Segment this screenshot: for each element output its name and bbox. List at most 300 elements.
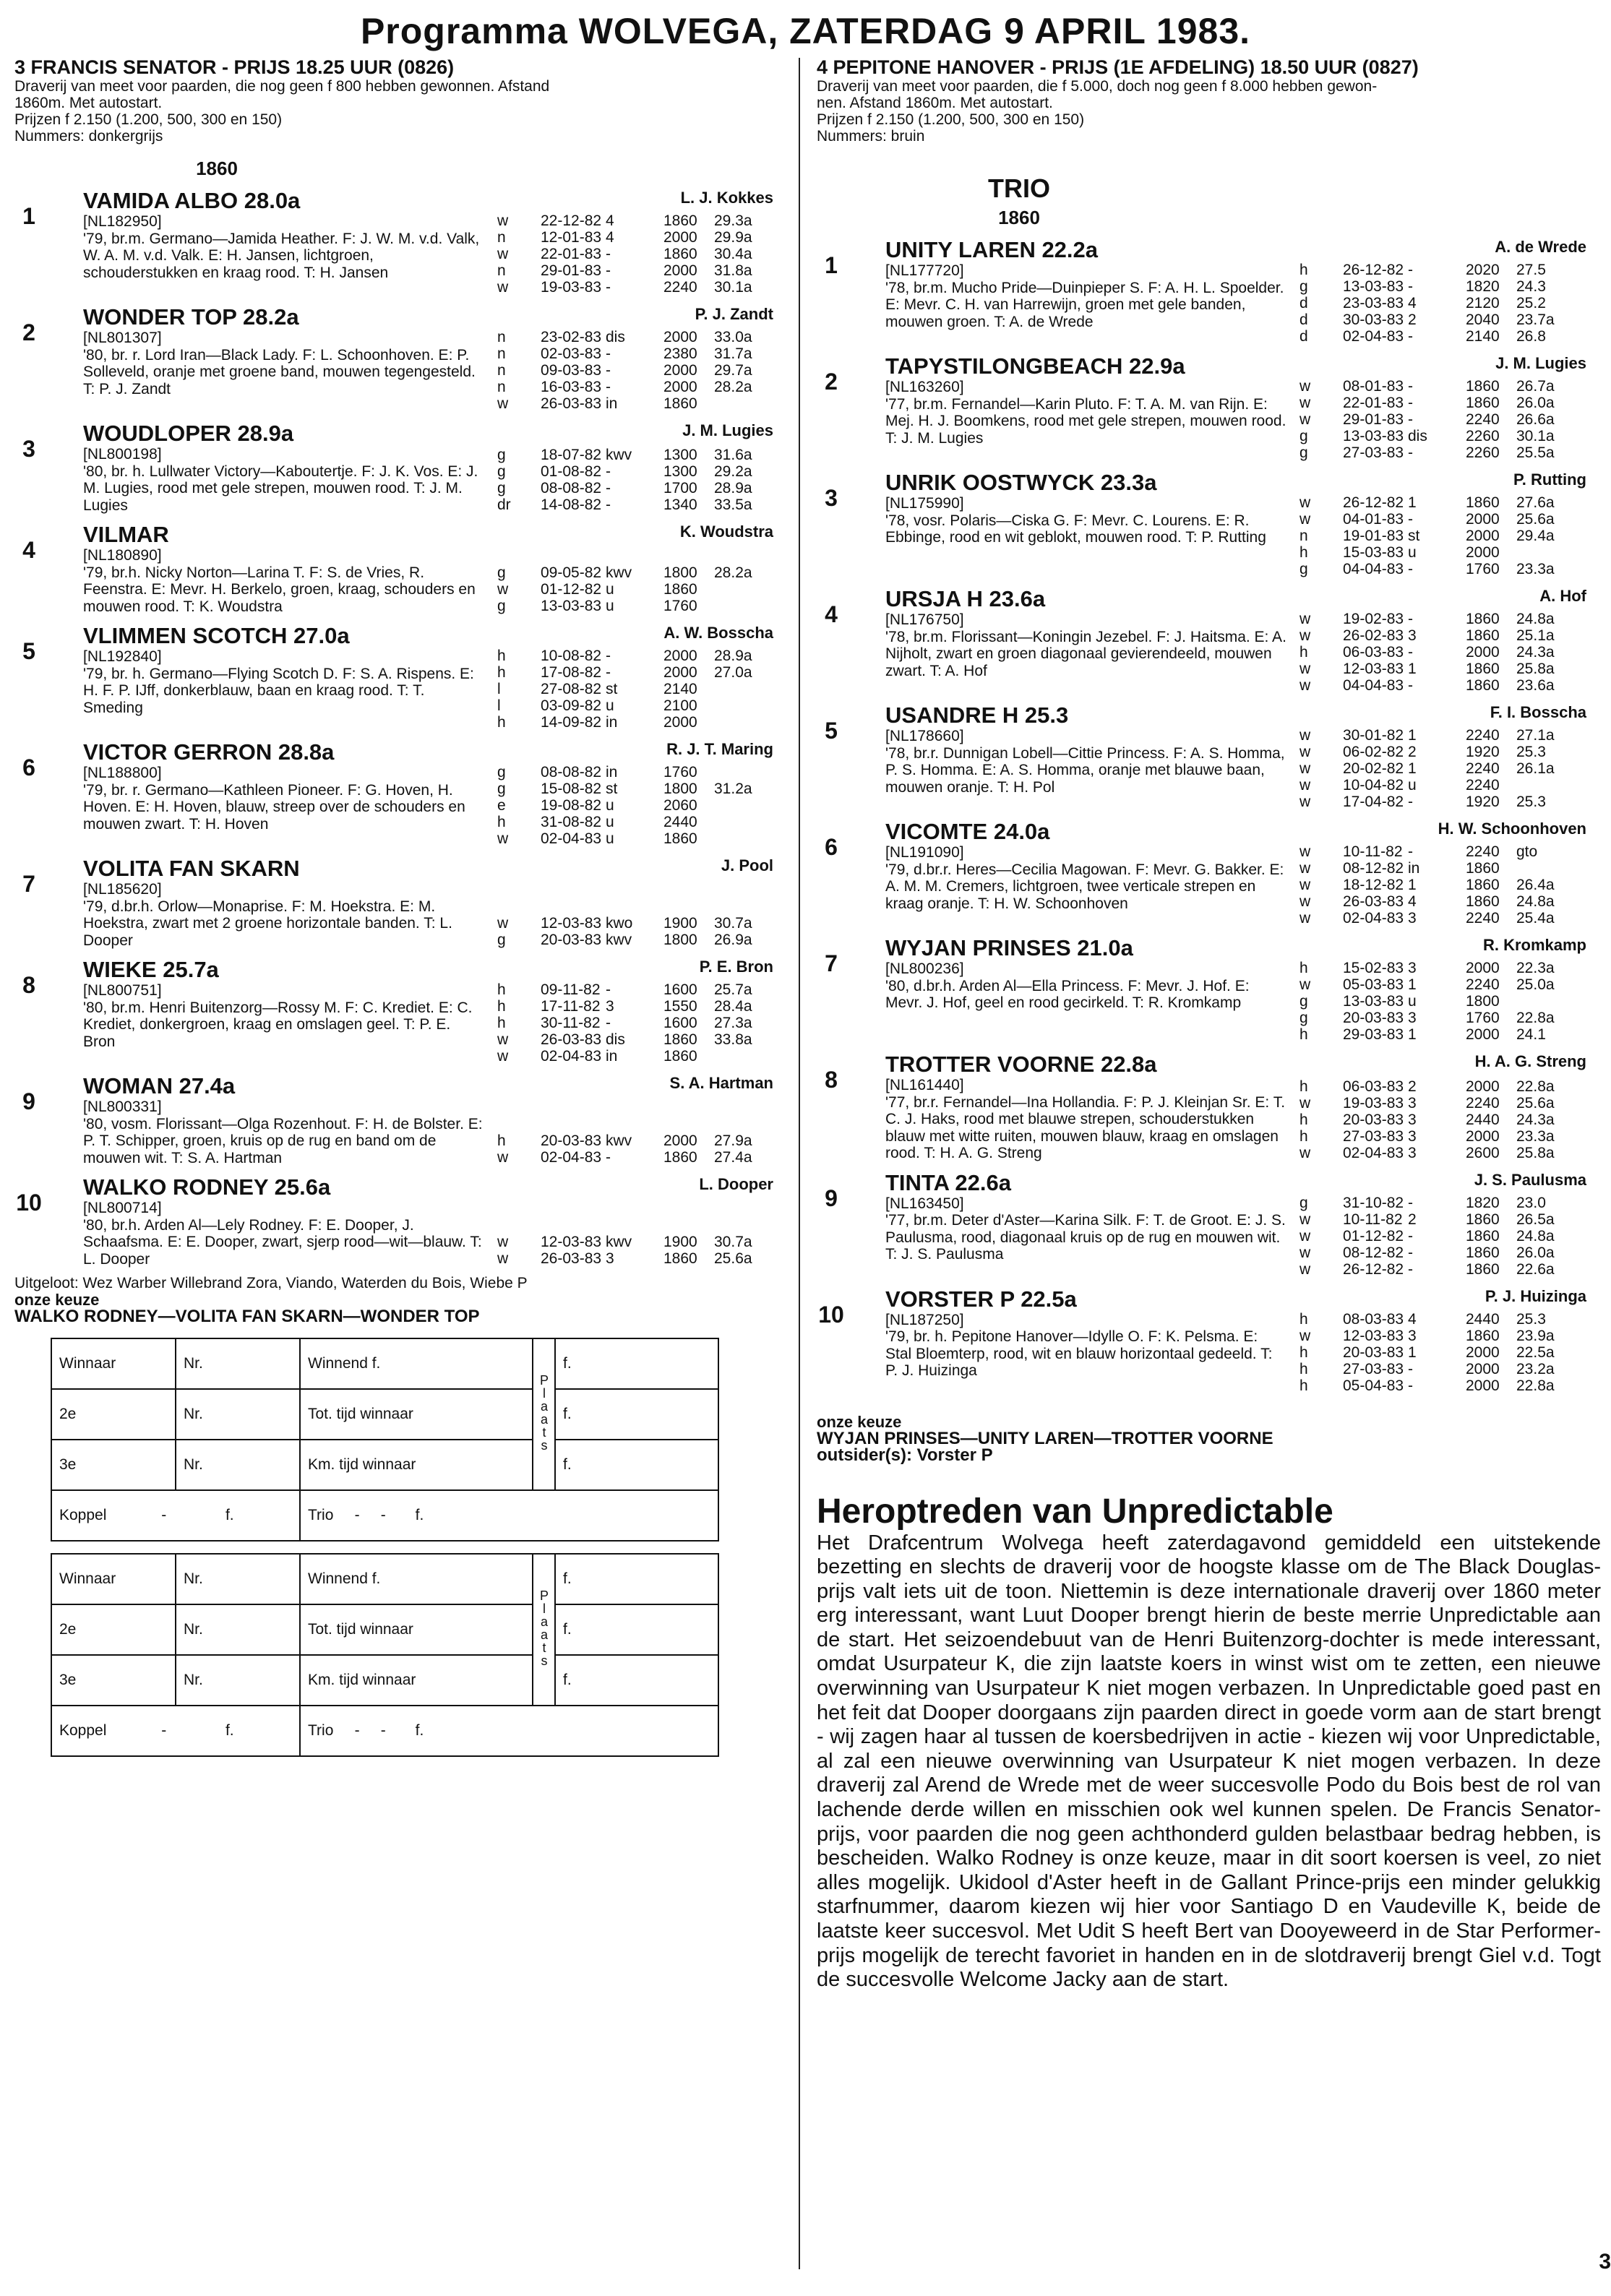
result-cell: 1: [1408, 976, 1417, 993]
result-cell: 08-03-83: [1343, 1310, 1404, 1328]
result-cell: w: [1299, 1094, 1311, 1112]
result-cell: 18-12-82: [1343, 877, 1404, 893]
result-cell: 06-02-82: [1343, 744, 1404, 760]
result-cell: 19-01-83: [1343, 528, 1404, 544]
result-cell: 28.2a: [714, 379, 752, 395]
entry-body: [83, 547, 788, 615]
result-cell: u: [606, 797, 614, 814]
horse-info: [885, 611, 1286, 695]
result-cell: 23.7a: [1516, 311, 1555, 328]
result-cell: 29-03-83: [1343, 1026, 1404, 1043]
result-cell: 27.9a: [714, 1132, 752, 1149]
form-label: f.: [563, 1406, 572, 1422]
result-row: [497, 665, 772, 682]
result-cell: u: [606, 581, 614, 598]
registration: [NL191090]: [885, 844, 964, 861]
result-cell: 2060: [663, 797, 697, 814]
recent-results: [1299, 844, 1574, 927]
result-cell: 1800: [1466, 993, 1500, 1010]
result-cell: 2: [1408, 311, 1417, 328]
result-cell: w: [1299, 1260, 1311, 1278]
recent-results: [1299, 611, 1574, 695]
pedigree-text: '77, br.m. Fernandel—Karin Pluto. F: T. A. M. van Rijn. E: Mej. H. J. Boomkens, rood met gele strepen, mouwen rood. T: J. M. Lugies: [885, 395, 1286, 447]
entry-number: 4: [22, 537, 35, 563]
result-cell: 23.0: [1516, 1194, 1546, 1211]
horse-name: WOUDLOPER 28.9a: [83, 421, 294, 446]
result-cell: 2120: [1466, 295, 1500, 311]
result-cell: 20-03-83: [541, 1132, 602, 1149]
horse-entry: [817, 587, 1601, 695]
result-cell: [714, 798, 772, 814]
result-cell: 25.8a: [1516, 1144, 1555, 1161]
result-cell: 1800: [663, 932, 697, 948]
horse-name: USANDRE H 25.3: [885, 702, 1069, 728]
horse-info: [885, 1077, 1286, 1162]
result-cell: 1340: [663, 496, 697, 513]
result-cell: 1: [1408, 494, 1417, 511]
driver-name: P. J. Huizinga: [1485, 1286, 1586, 1305]
result-row: [497, 330, 772, 346]
result-row: [1299, 395, 1574, 412]
result-cell: 01-08-82: [541, 463, 602, 480]
result-cell: 24.1: [1516, 1026, 1546, 1043]
result-cell: 2000: [663, 648, 697, 664]
result-cell: 1920: [1466, 744, 1500, 760]
result-row: [1299, 1027, 1574, 1044]
result-cell: gto: [1516, 843, 1538, 860]
result-cell: -: [1408, 411, 1413, 428]
registration: [NL161440]: [885, 1077, 964, 1093]
result-cell: h: [1299, 644, 1308, 661]
result-cell: 1300: [663, 463, 697, 480]
result-cell: -: [1408, 677, 1413, 694]
result-row: [1299, 429, 1574, 445]
result-cell: 2000: [1466, 528, 1500, 544]
keuze-picks: WALKO RODNEY—VOLITA FAN SKARN—WONDER TOP: [14, 1307, 480, 1326]
left-column: [14, 56, 788, 1757]
desc-line: Draverij van meet voor paarden, die f 5.000, doch nog geen f 8.000 hebben gewon-: [817, 78, 1378, 95]
result-cell: 14-08-82: [541, 496, 602, 513]
horse-info: [885, 960, 1286, 1044]
result-cell: w: [497, 212, 509, 229]
result-cell: 12-03-83: [541, 915, 602, 932]
result-cell: 2140: [1466, 328, 1500, 345]
result-cell: 3: [1408, 910, 1417, 926]
result-cell: 1860: [1466, 860, 1500, 877]
horse-name: VLIMMEN SCOTCH 27.0a: [83, 623, 350, 648]
result-cell: 1800: [663, 564, 697, 581]
result-row: [1299, 794, 1574, 811]
result-cell: 24.3a: [1516, 1111, 1555, 1128]
result-cell: 2240: [663, 279, 697, 296]
registration: [NL800236]: [885, 960, 964, 977]
result-cell: g: [1299, 428, 1308, 444]
result-cell: h: [1299, 1127, 1308, 1145]
horse-entry: [14, 189, 788, 296]
result-row: [1299, 1096, 1574, 1112]
result-cell: l: [497, 697, 501, 714]
horse-info: [885, 379, 1286, 462]
result-cell: g: [1299, 1010, 1308, 1026]
result-cell: 29.9a: [714, 229, 752, 246]
result-cell: h: [1299, 1078, 1308, 1095]
result-row: [1299, 379, 1574, 395]
result-cell: 2240: [1466, 777, 1500, 794]
entry-number: 1: [22, 203, 35, 229]
result-cell: 24.8a: [1516, 893, 1555, 910]
result-cell: 29.3a: [714, 212, 752, 229]
result-cell: 1860: [1466, 378, 1500, 395]
result-row: [1299, 296, 1574, 312]
result-cell: w: [1299, 1327, 1311, 1344]
result-cell: h: [1299, 544, 1308, 561]
entry-body: [885, 960, 1601, 1044]
result-cell: [1516, 545, 1574, 562]
result-cell: 1: [1408, 877, 1417, 893]
result-cell: 29-01-83: [541, 262, 602, 279]
result-cell: 28.9a: [714, 648, 752, 664]
horse-entry: [817, 936, 1601, 1044]
result-cell: 25.3: [1516, 794, 1546, 810]
result-cell: 1760: [663, 598, 697, 614]
result-cell: 26-03-83: [541, 395, 602, 412]
result-cell: w: [1299, 627, 1311, 644]
form-label: Km. tijd winnaar: [308, 1456, 416, 1473]
result-row: [497, 982, 772, 999]
result-cell: 23.2a: [1516, 1360, 1555, 1377]
result-cell: 26-12-82: [1343, 494, 1404, 511]
result-cell: 31-08-82: [541, 814, 602, 830]
result-cell: 1860: [663, 1149, 697, 1166]
form-label: Nr.: [184, 1456, 203, 1473]
result-cell: -: [1408, 794, 1413, 810]
form-label: -: [354, 1722, 360, 1739]
horse-name: VILMAR: [83, 522, 169, 547]
result-cell: -: [606, 246, 611, 262]
result-cell: kwo: [606, 915, 633, 932]
result-cell: dis: [606, 1031, 625, 1048]
result-cell: 27.6a: [1516, 494, 1555, 511]
entry-body: [83, 213, 788, 296]
race-4-title: 4 PEPITONE HANOVER - PRIJS (1E AFDELING) 18.50 UUR (0827): [817, 56, 1419, 78]
result-cell: 1: [1408, 1343, 1417, 1361]
result-cell: dis: [606, 329, 625, 345]
result-cell: 2000: [663, 329, 697, 345]
result-cell: 33.8a: [714, 1031, 752, 1048]
result-cell: 25.6a: [1516, 511, 1555, 528]
result-cell: 22.8a: [1516, 1078, 1555, 1095]
horse-info: [83, 330, 484, 413]
result-row: [1299, 1362, 1574, 1378]
result-cell: 2000: [663, 262, 697, 279]
result-cell: 2000: [1466, 1360, 1500, 1377]
result-cell: 1860: [663, 1031, 697, 1048]
result-cell: 12-03-83: [1343, 1327, 1404, 1344]
desc-line: nen. Afstand 1860m. Met autostart.: [817, 95, 1053, 111]
result-row: [497, 648, 772, 665]
result-cell: u: [606, 697, 614, 714]
result-cell: 1860: [1466, 893, 1500, 910]
result-cell: 17-08-82: [541, 664, 602, 681]
result-cell: w: [497, 581, 509, 598]
result-cell: n: [497, 229, 506, 246]
result-cell: 2000: [1466, 1078, 1500, 1095]
desc-line: 1860m. Met autostart.: [14, 95, 163, 111]
result-cell: 22.8a: [1516, 1010, 1555, 1026]
horse-info: [885, 1312, 1286, 1395]
result-cell: 02-04-83: [1343, 328, 1404, 345]
result-cell: w: [1299, 777, 1311, 794]
driver-name: H. W. Schoonhoven: [1438, 820, 1586, 838]
result-cell: -: [1408, 328, 1413, 345]
result-cell: w: [1299, 378, 1311, 395]
outsider-line: outsider(s): Vorster P: [817, 1445, 993, 1465]
result-cell: 33.5a: [714, 496, 752, 513]
result-cell: 1860: [1466, 877, 1500, 893]
driver-name: J. S. Paulusma: [1474, 1170, 1586, 1189]
result-cell: w: [1299, 677, 1311, 694]
bet-form[interactable]: [51, 1553, 719, 1757]
result-row: [1299, 1212, 1574, 1229]
result-row: [1299, 611, 1574, 628]
result-cell: 1860: [1466, 1327, 1500, 1344]
result-cell: 1860: [663, 246, 697, 262]
result-cell: l: [497, 681, 501, 697]
result-row: [497, 481, 772, 497]
result-row: [497, 1133, 772, 1150]
result-cell: -: [1408, 1377, 1413, 1394]
result-cell: h: [497, 814, 506, 830]
result-cell: 2260: [1466, 428, 1500, 444]
result-cell: g: [1299, 561, 1308, 577]
result-cell: 08-12-82: [1343, 1244, 1404, 1261]
result-cell: 4: [1408, 1310, 1417, 1328]
result-cell: -: [606, 1149, 611, 1166]
result-cell: 1920: [1466, 794, 1500, 810]
result-row: [1299, 1245, 1574, 1262]
result-cell: g: [497, 463, 506, 480]
result-cell: w: [1299, 1244, 1311, 1261]
result-cell: 22.5a: [1516, 1343, 1555, 1361]
result-cell: 1550: [663, 998, 697, 1015]
pedigree-text: '78, br.m. Mucho Pride—Duinpieper S. F: A. H. L. Spoelder. E: Mevr. C. H. van Harrewijn, groen met gele banden, mouwen groen. T: A. de Wrede: [885, 279, 1284, 330]
result-row: [497, 781, 772, 798]
result-row: [1299, 977, 1574, 994]
result-cell: h: [1299, 1343, 1308, 1361]
registration: [NL177720]: [885, 262, 964, 279]
form-label: Koppel: [59, 1722, 107, 1739]
result-row: [497, 1251, 772, 1268]
result-row: [497, 932, 772, 949]
pedigree-text: '80, br. r. Lord Iran—Black Lady. F: L. Schoonhoven. E: P. Solleveld, oranje met groene band, mouwen tegengesteld. T: P. J. Zandt: [83, 346, 476, 397]
driver-name: R. J. T. Maring: [666, 740, 773, 758]
registration: [NL800751]: [83, 982, 162, 999]
entry-number: 7: [825, 950, 838, 976]
result-cell: 1860: [663, 395, 697, 412]
result-cell: 15-02-83: [1343, 960, 1404, 976]
result-cell: 19-08-82: [541, 797, 602, 814]
result-cell: 02-04-83: [1343, 910, 1404, 926]
result-cell: 23-03-83: [1343, 295, 1404, 311]
horse-name: UNITY LAREN 22.2a: [885, 237, 1099, 262]
result-row: [497, 464, 772, 481]
result-cell: 30.7a: [714, 1234, 752, 1250]
result-cell: 2000: [663, 229, 697, 246]
recent-results: [497, 1133, 772, 1166]
result-cell: -: [606, 981, 611, 998]
result-cell: 2000: [1466, 1343, 1500, 1361]
result-cell: 2240: [1466, 976, 1500, 993]
result-cell: h: [1299, 1360, 1308, 1377]
result-cell: 2240: [1466, 760, 1500, 777]
desc-line: Prijzen f 2.150 (1.200, 500, 300 en 150): [14, 111, 283, 128]
result-cell: 1: [1408, 760, 1417, 777]
form-label: Nr.: [184, 1672, 203, 1688]
result-cell: in: [606, 714, 618, 731]
page-number: 3: [1599, 2250, 1611, 2274]
result-row: [1299, 445, 1574, 462]
result-cell: 22-01-83: [541, 246, 602, 262]
horse-name: WIEKE 25.7a: [83, 957, 219, 982]
horse-info: [83, 982, 484, 1065]
entry-number: 7: [22, 871, 35, 897]
entry-list: [14, 189, 788, 1268]
result-cell: -: [1408, 444, 1413, 461]
result-cell: 02-04-83: [541, 830, 602, 847]
result-cell: 19-02-83: [1343, 611, 1404, 627]
result-cell: 24.8a: [1516, 1227, 1555, 1244]
result-row: [1299, 661, 1574, 678]
result-cell: -: [1408, 843, 1413, 860]
result-cell: 27.3a: [714, 1015, 752, 1031]
result-cell: 26.4a: [1516, 877, 1555, 893]
result-cell: 2600: [1466, 1144, 1500, 1161]
result-cell: -: [1408, 278, 1413, 295]
pedigree-text: '80, vosm. Florissant—Olga Rozenhout. F: H. de Bolster. E: P. T. Schipper, groen, kruis op de rug en band om de mouwen wit. T: S. A. Hartman: [83, 1115, 483, 1166]
result-cell: 25.6a: [1516, 1094, 1555, 1112]
result-row: [1299, 1010, 1574, 1027]
result-cell: 29.4a: [1516, 528, 1555, 544]
result-cell: w: [497, 830, 509, 847]
result-cell: w: [1299, 661, 1311, 677]
result-row: [1299, 262, 1574, 279]
form-label: Tot. tijd winnaar: [308, 1621, 413, 1638]
result-cell: 16-03-83: [541, 379, 602, 395]
result-cell: 12-03-83: [1343, 661, 1404, 677]
result-cell: -: [606, 496, 611, 513]
result-cell: 05-04-83: [1343, 1377, 1404, 1394]
entry-list: [817, 238, 1601, 1395]
result-cell: 2000: [1466, 1127, 1500, 1145]
result-row: [497, 246, 772, 263]
result-cell: in: [1408, 860, 1420, 877]
result-row: [1299, 994, 1574, 1010]
horse-entry: [14, 958, 788, 1065]
form-label: f.: [563, 1355, 572, 1372]
result-cell: 26-12-82: [1343, 262, 1404, 278]
recent-results: [1299, 1312, 1574, 1395]
result-row: [1299, 329, 1574, 345]
result-cell: 1: [1408, 727, 1417, 744]
horse-entry: [14, 740, 788, 848]
result-row: [497, 682, 772, 698]
result-cell: 1820: [1466, 1194, 1500, 1211]
result-cell: 2: [1408, 744, 1417, 760]
horse-info: [83, 547, 484, 615]
desc-line: Prijzen f 2.150 (1.200, 500, 300 en 150): [817, 111, 1085, 128]
result-cell: 1800: [663, 781, 697, 797]
result-cell: 31.7a: [714, 345, 752, 362]
result-cell: -: [1408, 395, 1413, 411]
result-cell: 15-08-82: [541, 781, 602, 797]
result-cell: 1860: [663, 1048, 697, 1065]
result-cell: in: [606, 764, 618, 781]
horse-info: [83, 881, 484, 949]
result-cell: g: [497, 781, 506, 797]
registration: [NL175990]: [885, 495, 964, 512]
result-cell: 1860: [663, 830, 697, 847]
result-cell: 04-01-83: [1343, 511, 1404, 528]
result-cell: 22-12-82: [541, 212, 602, 229]
result-row: [1299, 1378, 1574, 1395]
driver-name: P. J. Zandt: [695, 305, 773, 323]
pedigree-text: '78, br.m. Florissant—Koningin Jezebel. F: J. Haitsma. E: A. Nijholt, zwart en groen diagonaal gevierendeeld, mouwen zwart. T: A. Hof: [885, 628, 1286, 679]
result-cell: 28.2a: [714, 564, 752, 581]
article-title: Heroptreden van Unpredictable: [817, 1492, 1333, 1531]
result-row: [497, 1150, 772, 1166]
bet-form[interactable]: [51, 1338, 719, 1542]
keuze-picks: WYJAN PRINSES—UNITY LAREN—TROTTER VOORNE: [817, 1428, 1273, 1448]
entry-body: [885, 1077, 1601, 1162]
driver-name: P. Rutting: [1513, 470, 1586, 489]
form-label: Winnend f.: [308, 1355, 381, 1372]
result-cell: w: [497, 395, 509, 412]
desc-line: Nummers: donkergrijs: [14, 128, 163, 145]
race-3-title: 3 FRANCIS SENATOR - PRIJS 18.25 UUR (0826): [14, 56, 455, 78]
pedigree-text: '79, d.br.h. Orlow—Monaprise. F: M. Hoekstra. E: M. Hoekstra, zwart met 2 groene horizontale banden. T: L. Dooper: [83, 898, 452, 949]
result-cell: 1860: [1466, 611, 1500, 627]
form-label: Winnend f.: [308, 1570, 381, 1587]
driver-name: P. E. Bron: [699, 958, 773, 976]
trio-label: TRIO: [988, 173, 1050, 203]
horse-entry: [14, 523, 788, 615]
result-cell: dr: [497, 496, 511, 513]
entry-body: [885, 728, 1601, 811]
result-cell: 3: [1408, 1127, 1417, 1145]
result-cell: 08-12-82: [1343, 860, 1404, 877]
result-cell: [714, 1049, 772, 1065]
column-divider: [799, 58, 800, 2269]
form-label: Tot. tijd winnaar: [308, 1406, 413, 1422]
result-cell: in: [606, 1048, 618, 1065]
result-cell: h: [1299, 1026, 1308, 1043]
result-row: [1299, 911, 1574, 927]
result-cell: -: [1408, 378, 1413, 395]
result-cell: 26-02-83: [1343, 627, 1404, 644]
result-cell: 22.3a: [1516, 960, 1555, 976]
recent-results: [497, 565, 772, 615]
recent-results: [1299, 960, 1574, 1044]
result-cell: 1700: [663, 480, 697, 496]
result-cell: g: [497, 764, 506, 781]
result-cell: 23.9a: [1516, 1327, 1555, 1344]
entry-number: 10: [16, 1190, 42, 1216]
result-row: [1299, 312, 1574, 329]
page-title: Programma WOLVEGA, ZATERDAG 9 APRIL 1983.: [360, 11, 1251, 51]
result-cell: -: [606, 379, 611, 395]
entry-number: 5: [22, 638, 35, 664]
pedigree-text: '79, d.br.r. Heres—Cecilia Magowan. F: Mevr. G. Bakker. E: A. M. M. Cremers, lichtgroen, twee verticale strepen en kraag oranje. T: H. W. Schoonhoven: [885, 861, 1284, 912]
